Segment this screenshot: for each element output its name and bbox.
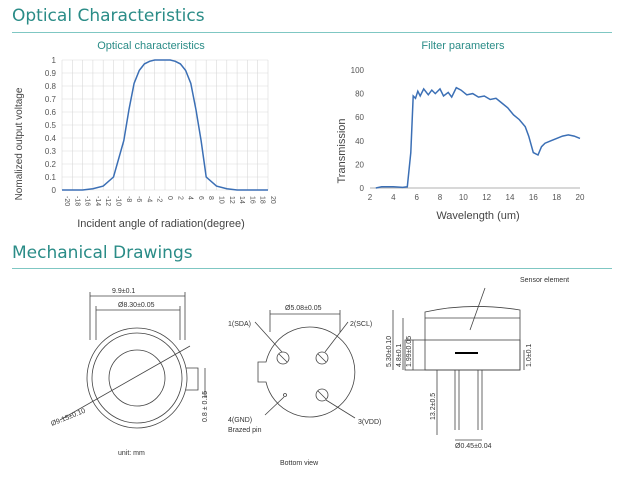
y-axis-ticks xyxy=(351,66,365,193)
bottom-view-caption: Bottom view xyxy=(280,460,319,467)
y-tick-label: 60 xyxy=(355,113,364,123)
x-tick-label: 12 xyxy=(482,193,492,202)
x-tick-label: -8 xyxy=(124,196,132,203)
x-tick-label: 8 xyxy=(437,193,443,202)
y-axis-label: Nomalized output voltage xyxy=(14,87,25,201)
mechanical-section-title: Mechanical Drawings xyxy=(12,243,193,263)
optical-section-title: Optical Characteristics xyxy=(12,6,205,26)
y-axis-label: Transmission xyxy=(336,118,348,184)
dim-tab-thickness: 0.8 ± 0.15 xyxy=(202,390,209,422)
y-tick-label: 0 xyxy=(51,186,56,195)
x-axis-ticks xyxy=(63,196,276,206)
x-tick-label: 20 xyxy=(575,193,585,202)
pin-4-label: 4(GND) xyxy=(228,417,253,424)
x-tick-label: 16 xyxy=(528,193,538,202)
x-tick-label: 4 xyxy=(391,193,396,202)
x-tick-label: 20 xyxy=(269,196,276,204)
x-tick-label: 10 xyxy=(217,196,225,204)
x-tick-label: 14 xyxy=(505,193,515,202)
y-tick-label: 0 xyxy=(359,184,364,193)
y-tick-label: 0.8 xyxy=(44,82,56,91)
x-tick-label: 0 xyxy=(166,196,173,200)
mechanical-section-rule xyxy=(12,268,612,269)
x-tick-label: -6 xyxy=(135,196,143,203)
y-tick-label: 0.9 xyxy=(44,69,56,78)
x-tick-label: 10 xyxy=(458,193,468,202)
dim-height-base: 1.0±0.1 xyxy=(526,343,533,367)
y-tick-label: 0.5 xyxy=(44,121,56,130)
x-tick-label: 2 xyxy=(367,193,373,202)
x-tick-label: -14 xyxy=(93,196,101,207)
y-tick-label: 0.3 xyxy=(44,147,56,156)
sensor-element-label: Sensor element xyxy=(520,277,570,284)
y-tick-label: 1 xyxy=(51,56,56,65)
dim-diagonal: Ø9.15±0.10 xyxy=(50,407,87,428)
dim-height-body: 4.8±0.1 xyxy=(396,343,403,367)
y-axis-ticks xyxy=(45,56,57,195)
optical-section-rule xyxy=(12,32,612,33)
optical-characteristics-chart xyxy=(6,34,286,234)
x-tick-label: 6 xyxy=(196,196,204,200)
y-tick-label: 0.4 xyxy=(44,134,56,143)
x-axis-label: Wavelength (um) xyxy=(436,210,520,222)
x-axis-ticks xyxy=(368,193,585,202)
y-tick-label: 80 xyxy=(355,89,364,99)
pin-3-label: 3(VDD) xyxy=(358,419,382,426)
y-tick-label: 0.1 xyxy=(44,173,56,182)
dim-height-cap: 1.99±0.05 xyxy=(406,335,413,367)
dim-outer-diameter: 9.9±0.1 xyxy=(112,288,136,295)
filter-parameters-chart xyxy=(325,34,615,224)
x-tick-label: 4 xyxy=(186,196,194,200)
x-tick-label: -18 xyxy=(73,196,81,207)
chart-gridlines xyxy=(62,60,268,190)
x-tick-label: 12 xyxy=(227,196,235,204)
x-tick-label: 8 xyxy=(207,196,215,200)
brazed-pin-label: Brazed pin xyxy=(228,427,262,434)
dim-pin-diameter: Ø0.45±0.04 xyxy=(455,443,492,450)
x-tick-label: -10 xyxy=(114,196,122,207)
y-tick-label: 40 xyxy=(355,136,364,146)
y-tick-label: 100 xyxy=(350,66,364,75)
y-tick-label: 0.6 xyxy=(44,108,56,117)
unit-label: unit: mm xyxy=(118,450,145,457)
x-axis-label: Incident angle of radiation(degree) xyxy=(77,218,245,230)
x-tick-label: 18 xyxy=(552,193,562,202)
x-tick-label: -2 xyxy=(155,196,163,203)
x-tick-label: -4 xyxy=(145,196,153,203)
chart-title: Optical characteristics xyxy=(97,40,205,52)
dim-height-total: 5.30±0.10 xyxy=(386,335,393,367)
x-tick-label: -20 xyxy=(63,196,70,207)
pin-1-label: 1(SDA) xyxy=(228,321,251,328)
x-tick-label: 14 xyxy=(238,196,246,204)
y-tick-label: 0.7 xyxy=(44,95,56,104)
dim-inner-diameter: Ø8.30±0.05 xyxy=(118,302,155,309)
dim-pin-circle: Ø5.08±0.05 xyxy=(285,305,322,312)
y-tick-label: 20 xyxy=(355,160,364,170)
chart-title: Filter parameters xyxy=(421,40,505,52)
pin-2-label: 2(SCL) xyxy=(350,321,373,328)
mechanical-drawing xyxy=(0,270,625,480)
x-tick-label: 6 xyxy=(414,193,419,202)
transmission-curve xyxy=(376,88,580,188)
x-tick-label: 16 xyxy=(248,196,256,204)
bottom-view-drawing xyxy=(255,310,355,418)
x-tick-label: -12 xyxy=(104,196,112,207)
x-tick-label: 18 xyxy=(258,196,266,204)
y-tick-label: 0.2 xyxy=(44,160,56,169)
x-tick-label: -16 xyxy=(83,196,91,207)
x-tick-label: 2 xyxy=(176,196,184,200)
dim-pin-length: 13.2±0.5 xyxy=(430,392,437,420)
